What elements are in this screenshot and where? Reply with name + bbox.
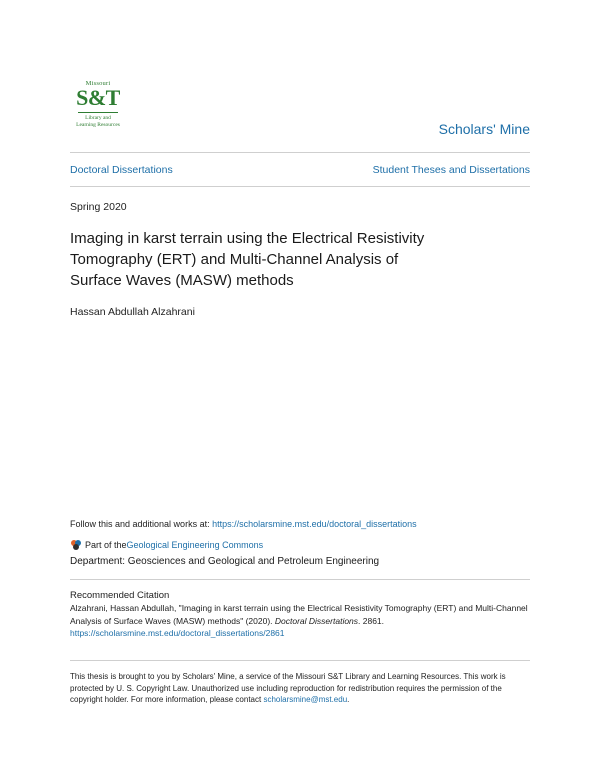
- commons-network-icon: [70, 539, 82, 551]
- department-line: Department: Geosciences and Geological and Petroleum Engineering: [70, 556, 380, 567]
- notice-text: This thesis is brought to you by Scholars' Mine, a service of the Missouri S&T Library and Learning Resources. This work is protected by U. S. Copyright Law. Unauthorized use including reproduction for redistribution requires the permission of the copyright holder. For more information, please contact: [70, 672, 506, 704]
- citation-url-link[interactable]: https://scholarsmine.mst.edu/doctoral_dissertations/2861: [70, 628, 285, 638]
- logo-rule: [78, 112, 118, 113]
- site-name-link[interactable]: Scholars' Mine: [438, 121, 530, 137]
- citation-heading: Recommended Citation: [70, 590, 170, 601]
- divider-citation: [70, 579, 530, 580]
- follow-prefix: Follow this and additional works at:: [70, 519, 213, 529]
- logo-sub-line1: Library and: [85, 115, 111, 121]
- partof-prefix: Part of the: [85, 540, 127, 550]
- publication-date: Spring 2020: [70, 201, 127, 213]
- follow-line: [70, 519, 417, 529]
- citation-body: Alzahrani, Hassan Abdullah, "Imaging in karst terrain using the Electrical Resistivity Tomography (ERT) and Multi-Channel Analysis of Surface Waves (MASW) methods" (2020).: [70, 603, 528, 626]
- divider-notice: [70, 660, 530, 661]
- geological-engineering-commons-link[interactable]: Geological Engineering Commons: [126, 540, 264, 550]
- document-title: Imaging in karst terrain using the Electrical Resistivity Tomography (ERT) and Multi-Channel Analysis of Surface Waves (MASW) methods: [70, 230, 425, 289]
- notice-end: .: [347, 695, 350, 704]
- contact-email-link[interactable]: scholarsmine@mst.edu: [263, 695, 348, 704]
- divider-top: [70, 152, 530, 153]
- author-name: Hassan Abdullah Alzahrani: [70, 306, 195, 318]
- follow-url-link[interactable]: https://scholarsmine.mst.edu/doctoral_dissertations: [212, 519, 417, 529]
- part-of-line: [70, 539, 263, 551]
- logo-top-text: Missouri: [85, 80, 111, 87]
- logo-main-text: S&T: [76, 85, 120, 110]
- divider-nav: [70, 186, 530, 187]
- citation-series: Doctoral Dissertations: [274, 615, 359, 626]
- copyright-notice: [70, 671, 530, 706]
- missouri-st-logo[interactable]: [70, 80, 126, 136]
- logo-sub-line2: Learning Resources: [76, 122, 120, 128]
- citation-text: [70, 602, 530, 640]
- doctoral-dissertations-link[interactable]: Doctoral Dissertations: [70, 164, 173, 176]
- student-theses-link[interactable]: Student Theses and Dissertations: [372, 164, 530, 176]
- citation-number: . 2861.: [358, 615, 385, 626]
